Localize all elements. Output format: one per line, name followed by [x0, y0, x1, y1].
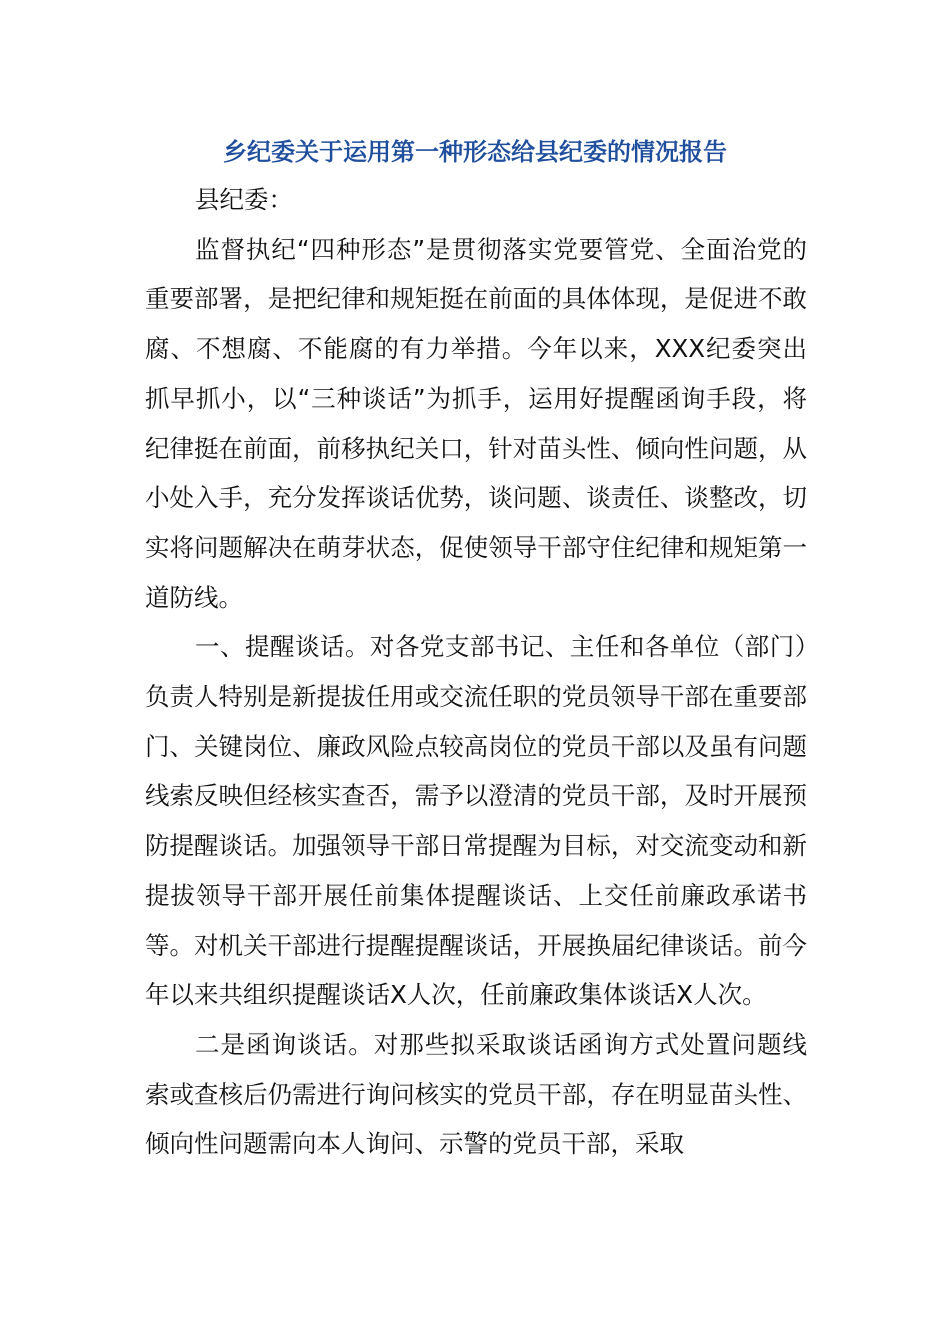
- document-title: 乡纪委关于运用第一种形态给县纪委的情况报告: [223, 138, 727, 166]
- paragraph-reminder-talk: 一、提醒谈话。对各党支部书记、主任和各单位（部门）负责人特别是新提拔任用或交流任职的党员领导干部在重要部门、关键岗位、廉政风险点较高岗位的党员干部以及虽有问题线索反映但经核实查否，需予以澄清的党员干部，及时开展预防提醒谈话。加强领导干部日常提醒为目标，对交流变动和新提拔领导干部开展任前集体提醒谈话、上交任前廉政承诺书等。对机关干部进行提醒提醒谈话，开展换届纪律谈话。前今年以来共组织提醒谈话X人次，任前廉政集体谈话X人次。: [145, 632, 807, 1010]
- paragraph-intro: 监督执纪“四种形态”是贯彻落实党要管党、全面治党的重要部署，是把纪律和规矩挺在前面的具体体现，是促进不敢腐、不想腐、不能腐的有力举措。今年以来，XXX纪委突出抓早抓小，以“三种谈话”为抓手，运用好提醒函询手段，将纪律挺在前面，前移执纪关口，针对苗头性、倾向性问题，从小处入手，充分发挥谈话优势，谈问题、谈责任、谈整改，切实将问题解决在萌芽状态，促使领导干部守住纪律和规矩第一道防线。: [145, 234, 807, 612]
- document-body: [145, 175, 807, 1169]
- salutation: 县纪委：: [195, 185, 293, 214]
- paragraph-inquiry-talk: 二是函询谈话。对那些拟采取谈话函询方式处置问题线索或查核后仍需进行询问核实的党员干部，存在明显苗头性、倾向性问题需向本人询问、示警的党员干部，采取: [145, 1029, 807, 1159]
